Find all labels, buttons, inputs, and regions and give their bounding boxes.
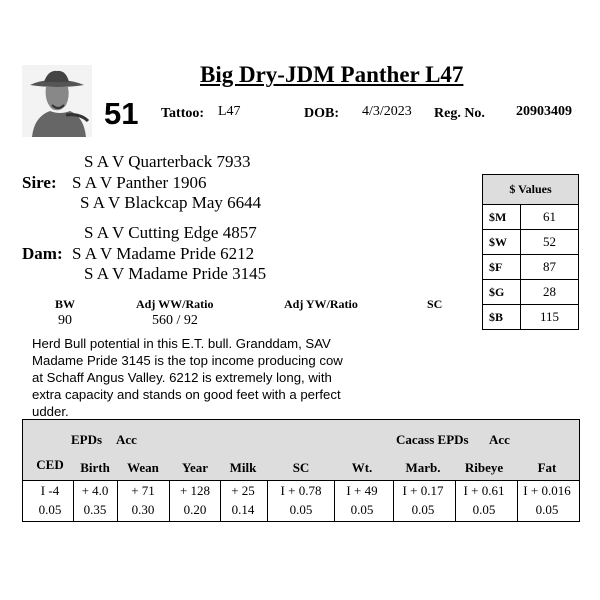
epd-value: I + 49 [346,483,378,498]
bw-label: BW [55,297,76,311]
adj-ww-label: Adj WW/Ratio [136,297,214,311]
bull-description [32,335,377,420]
dollar-value-number: 87 [543,259,556,274]
epd-column-divider [169,480,170,521]
epd-column-divider [334,480,335,521]
epd-column-header: CED [36,457,64,472]
sire-sire: S A V Quarterback 7933 [84,152,251,171]
epd-value: I + 0.78 [280,483,322,498]
epd-column-header: Ribeye [464,460,504,475]
epd-column-header: SC [292,460,310,475]
dob-label: DOB: [304,106,339,121]
description-line: extra capacity and stands on good feet with a perfect [32,387,341,402]
dam-dam: S A V Madame Pride 3145 [84,264,267,283]
reg-no-value: 20903409 [516,104,572,119]
epd-accuracy: 0.30 [131,502,155,517]
dollar-value-key: $B [489,310,504,324]
description-line: Herd Bull potential in this E.T. bull. Granddam, SAV [32,336,331,351]
dollar-value-number: 115 [539,309,560,324]
dollar-value-key: $G [489,285,505,299]
epd-column-divider [393,480,394,521]
epd-column-header: Birth [80,460,110,475]
epd-accuracy: 0.05 [535,502,559,517]
description-line: Madame Pride 3145 is the top income producing cow [32,353,343,368]
epd-column-header: Wean [127,460,159,475]
epd-value: + 71 [131,483,155,498]
epd-column-divider [117,480,118,521]
epd-column-divider [517,480,518,521]
dollar-value-number: 61 [543,209,556,224]
adj-ww-value: 560 / 92 [152,313,198,328]
adj-yw-label: Adj YW/Ratio [284,297,358,311]
sire-name: S A V Panther 1906 [72,173,207,192]
epd-column-divider [73,480,74,521]
epd-column-divider [267,480,268,521]
tattoo-label: Tattoo: [161,106,205,121]
dollar-value-number: 52 [543,234,556,249]
description-line: at Schaff Angus Valley. 6212 is extremely long, with [32,370,332,385]
epd-accuracy: 0.05 [38,502,62,517]
description-line: udder. [32,404,69,419]
epd-column-header: Wt. [351,460,373,475]
epds-group-label: EPDs [71,432,103,447]
dollar-value-row [483,229,578,254]
epds-acc-label: Acc [116,432,137,447]
tattoo-value: L47 [218,104,241,119]
dollar-value-key: $F [489,260,503,274]
dam-label: Dam: [22,244,63,263]
epd-value: I + 0.17 [402,483,444,498]
dollar-value-key: $M [489,210,507,224]
epd-value: + 128 [179,483,211,498]
epd-accuracy: 0.05 [411,502,435,517]
dollar-values-box [482,174,579,330]
epd-value: I + 0.016 [523,483,571,498]
dam-name: S A V Madame Pride 6212 [72,244,255,263]
dollar-value-number: 28 [543,284,556,299]
sire-dam: S A V Blackcap May 6644 [80,193,262,212]
epd-accuracy: 0.20 [183,502,207,517]
epd-value: + 4.0 [81,483,109,498]
carcass-epds-group-label: Cacass EPDs [396,432,469,447]
dollar-value-key: $W [489,235,507,249]
epd-accuracy: 0.05 [289,502,313,517]
dob-value: 4/3/2023 [362,104,412,119]
reg-no-label: Reg. No. [434,106,485,121]
bw-value: 90 [58,313,72,328]
epd-column-divider [455,480,456,521]
dam-sire: S A V Cutting Edge 4857 [84,223,257,242]
epd-column-header: Year [182,460,208,475]
cowboy-logo-icon [22,65,92,137]
sire-label: Sire: [22,173,57,192]
epd-table-header [23,420,579,481]
epd-accuracy: 0.35 [83,502,107,517]
epd-table [22,419,580,522]
epd-column-header: Milk [229,460,257,475]
epd-value: I + 0.61 [463,483,505,498]
carcass-acc-label: Acc [489,432,510,447]
epd-column-divider [220,480,221,521]
dollar-value-row [483,254,578,279]
epd-column-header: Fat [537,460,557,475]
epd-accuracy: 0.05 [350,502,374,517]
dollar-value-row [483,204,578,229]
epd-accuracy: 0.14 [231,502,255,517]
dollar-values-title: $ Values [483,175,578,205]
animal-name-title: Big Dry-JDM Panther L47 [200,62,464,87]
dollar-value-row [483,279,578,304]
epd-value: + 25 [231,483,255,498]
epd-accuracy: 0.05 [472,502,496,517]
epd-column-header: Marb. [405,460,441,475]
lot-number: 51 [104,96,139,131]
epd-value: I -4 [40,483,60,498]
sc-label: SC [427,297,443,311]
dollar-value-row [483,304,578,329]
